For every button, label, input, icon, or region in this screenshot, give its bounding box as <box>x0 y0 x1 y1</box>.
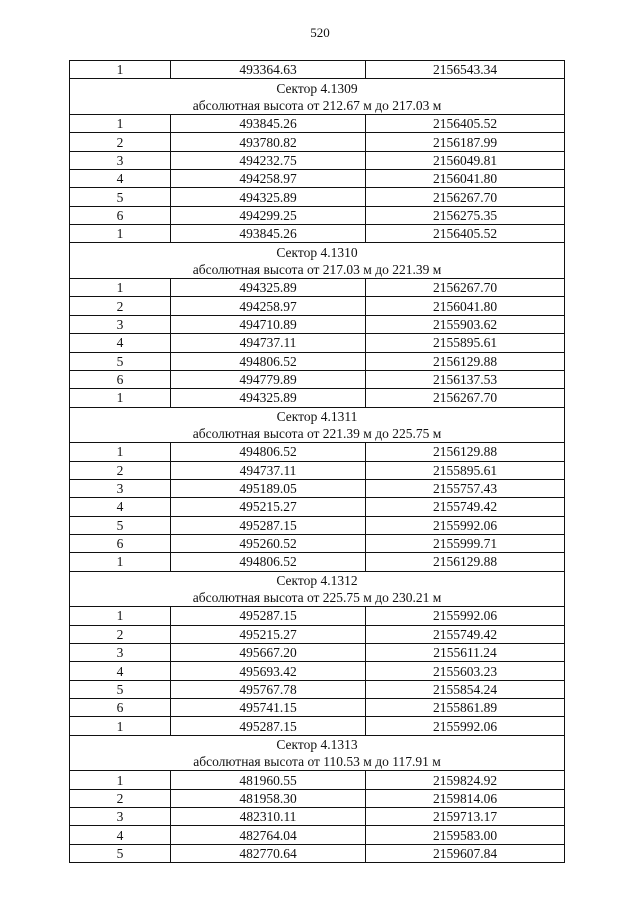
table-row <box>70 498 565 516</box>
x-coordinate-cell: 494325.89 <box>171 188 366 206</box>
table-row <box>70 279 565 297</box>
point-number-cell: 2 <box>70 625 171 643</box>
table-row <box>70 607 565 625</box>
sector-altitude-range: абсолютная высота от 217.03 м до 221.39 м <box>70 261 565 279</box>
x-coordinate-cell: 495667.20 <box>171 644 366 662</box>
point-number-cell: 3 <box>70 151 171 169</box>
y-coordinate-cell: 2155749.42 <box>366 625 565 643</box>
sector-altitude-range: абсолютная высота от 225.75 м до 230.21 м <box>70 589 565 607</box>
sector-altitude-range: абсолютная высота от 221.39 м до 225.75 м <box>70 425 565 443</box>
y-coordinate-cell: 2155992.06 <box>366 717 565 735</box>
point-number-cell: 6 <box>70 206 171 224</box>
point-number-cell: 1 <box>70 115 171 133</box>
y-coordinate-cell: 2156405.52 <box>366 225 565 243</box>
x-coordinate-cell: 494806.52 <box>171 553 366 571</box>
table-row <box>70 151 565 169</box>
table-row <box>70 826 565 844</box>
y-coordinate-cell: 2156267.70 <box>366 188 565 206</box>
point-number-cell: 4 <box>70 826 171 844</box>
y-coordinate-cell: 2155903.62 <box>366 315 565 333</box>
y-coordinate-cell: 2156129.88 <box>366 443 565 461</box>
x-coordinate-cell: 494325.89 <box>171 389 366 407</box>
sector-title: Сектор 4.1311 <box>70 407 565 425</box>
y-coordinate-cell: 2156275.35 <box>366 206 565 224</box>
y-coordinate-cell: 2155749.42 <box>366 498 565 516</box>
table-row <box>70 789 565 807</box>
y-coordinate-cell: 2156543.34 <box>366 61 565 79</box>
point-number-cell: 2 <box>70 133 171 151</box>
point-number-cell: 5 <box>70 188 171 206</box>
y-coordinate-cell: 2156187.99 <box>366 133 565 151</box>
table-row <box>70 61 565 79</box>
table-row <box>70 662 565 680</box>
sector-title: Сектор 4.1313 <box>70 735 565 753</box>
point-number-cell: 1 <box>70 225 171 243</box>
point-number-cell: 5 <box>70 680 171 698</box>
x-coordinate-cell: 494737.11 <box>171 461 366 479</box>
y-coordinate-cell: 2159713.17 <box>366 808 565 826</box>
table-row <box>70 297 565 315</box>
y-coordinate-cell: 2155757.43 <box>366 479 565 497</box>
point-number-cell: 4 <box>70 170 171 188</box>
point-number-cell: 4 <box>70 498 171 516</box>
y-coordinate-cell: 2159814.06 <box>366 789 565 807</box>
y-coordinate-cell: 2159583.00 <box>366 826 565 844</box>
sector-title: Сектор 4.1309 <box>70 79 565 97</box>
sector-altitude-row <box>70 261 565 279</box>
x-coordinate-cell: 482770.64 <box>171 844 366 862</box>
sector-altitude-row <box>70 589 565 607</box>
x-coordinate-cell: 493780.82 <box>171 133 366 151</box>
page-number: 520 <box>310 25 330 40</box>
x-coordinate-cell: 493845.26 <box>171 225 366 243</box>
y-coordinate-cell: 2156041.80 <box>366 170 565 188</box>
x-coordinate-cell: 495741.15 <box>171 699 366 717</box>
sector-altitude-row <box>70 425 565 443</box>
point-number-cell: 1 <box>70 717 171 735</box>
sector-title-row <box>70 735 565 753</box>
x-coordinate-cell: 494258.97 <box>171 297 366 315</box>
sector-title-row <box>70 571 565 589</box>
x-coordinate-cell: 481960.55 <box>171 771 366 789</box>
point-number-cell: 6 <box>70 370 171 388</box>
y-coordinate-cell: 2155992.06 <box>366 607 565 625</box>
x-coordinate-cell: 494806.52 <box>171 443 366 461</box>
sector-altitude-range: абсолютная высота от 110.53 м до 117.91 м <box>70 753 565 771</box>
table-row <box>70 334 565 352</box>
x-coordinate-cell: 495215.27 <box>171 625 366 643</box>
x-coordinate-cell: 494710.89 <box>171 315 366 333</box>
point-number-cell: 5 <box>70 352 171 370</box>
x-coordinate-cell: 495260.52 <box>171 534 366 552</box>
table-row <box>70 443 565 461</box>
coordinate-table <box>69 60 565 863</box>
point-number-cell: 3 <box>70 808 171 826</box>
y-coordinate-cell: 2156129.88 <box>366 553 565 571</box>
point-number-cell: 4 <box>70 334 171 352</box>
y-coordinate-cell: 2155854.24 <box>366 680 565 698</box>
x-coordinate-cell: 494299.25 <box>171 206 366 224</box>
sector-title: Сектор 4.1310 <box>70 243 565 261</box>
x-coordinate-cell: 495215.27 <box>171 498 366 516</box>
point-number-cell: 4 <box>70 662 171 680</box>
table-row <box>70 516 565 534</box>
y-coordinate-cell: 2155999.71 <box>366 534 565 552</box>
x-coordinate-cell: 495767.78 <box>171 680 366 698</box>
table-row <box>70 225 565 243</box>
y-coordinate-cell: 2155603.23 <box>366 662 565 680</box>
y-coordinate-cell: 2155895.61 <box>366 334 565 352</box>
table-row <box>70 389 565 407</box>
table-row <box>70 133 565 151</box>
y-coordinate-cell: 2159607.84 <box>366 844 565 862</box>
y-coordinate-cell: 2156267.70 <box>366 389 565 407</box>
table-row <box>70 553 565 571</box>
point-number-cell: 5 <box>70 516 171 534</box>
table-row <box>70 188 565 206</box>
table-row <box>70 808 565 826</box>
sector-title-row <box>70 407 565 425</box>
x-coordinate-cell: 495287.15 <box>171 717 366 735</box>
y-coordinate-cell: 2156041.80 <box>366 297 565 315</box>
table-row <box>70 717 565 735</box>
y-coordinate-cell: 2156137.53 <box>366 370 565 388</box>
point-number-cell: 6 <box>70 534 171 552</box>
x-coordinate-cell: 494806.52 <box>171 352 366 370</box>
x-coordinate-cell: 495189.05 <box>171 479 366 497</box>
point-number-cell: 1 <box>70 279 171 297</box>
table-row <box>70 699 565 717</box>
table-row <box>70 644 565 662</box>
y-coordinate-cell: 2159824.92 <box>366 771 565 789</box>
sector-altitude-range: абсолютная высота от 212.67 м до 217.03 м <box>70 97 565 115</box>
x-coordinate-cell: 495287.15 <box>171 516 366 534</box>
point-number-cell: 2 <box>70 297 171 315</box>
point-number-cell: 1 <box>70 389 171 407</box>
x-coordinate-cell: 495693.42 <box>171 662 366 680</box>
table-row <box>70 680 565 698</box>
sector-altitude-row <box>70 753 565 771</box>
x-coordinate-cell: 494325.89 <box>171 279 366 297</box>
sector-title-row <box>70 243 565 261</box>
table-row <box>70 625 565 643</box>
x-coordinate-cell: 494737.11 <box>171 334 366 352</box>
point-number-cell: 1 <box>70 771 171 789</box>
point-number-cell: 3 <box>70 315 171 333</box>
sector-altitude-row <box>70 97 565 115</box>
table-row <box>70 370 565 388</box>
coordinate-table-body <box>70 61 565 863</box>
y-coordinate-cell: 2155861.89 <box>366 699 565 717</box>
x-coordinate-cell: 494232.75 <box>171 151 366 169</box>
table-row <box>70 479 565 497</box>
y-coordinate-cell: 2156405.52 <box>366 115 565 133</box>
table-row <box>70 534 565 552</box>
point-number-cell: 1 <box>70 607 171 625</box>
table-row <box>70 461 565 479</box>
point-number-cell: 1 <box>70 61 171 79</box>
point-number-cell: 3 <box>70 644 171 662</box>
point-number-cell: 6 <box>70 699 171 717</box>
x-coordinate-cell: 482310.11 <box>171 808 366 826</box>
table-row <box>70 206 565 224</box>
y-coordinate-cell: 2156049.81 <box>366 151 565 169</box>
point-number-cell: 2 <box>70 461 171 479</box>
y-coordinate-cell: 2155992.06 <box>366 516 565 534</box>
x-coordinate-cell: 482764.04 <box>171 826 366 844</box>
x-coordinate-cell: 494779.89 <box>171 370 366 388</box>
table-row <box>70 315 565 333</box>
sector-title-row <box>70 79 565 97</box>
x-coordinate-cell: 495287.15 <box>171 607 366 625</box>
table-row <box>70 352 565 370</box>
x-coordinate-cell: 493845.26 <box>171 115 366 133</box>
table-row <box>70 170 565 188</box>
x-coordinate-cell: 493364.63 <box>171 61 366 79</box>
table-row <box>70 844 565 862</box>
point-number-cell: 2 <box>70 789 171 807</box>
sector-title: Сектор 4.1312 <box>70 571 565 589</box>
table-row <box>70 115 565 133</box>
y-coordinate-cell: 2156129.88 <box>366 352 565 370</box>
point-number-cell: 1 <box>70 443 171 461</box>
table-row <box>70 771 565 789</box>
point-number-cell: 5 <box>70 844 171 862</box>
x-coordinate-cell: 481958.30 <box>171 789 366 807</box>
point-number-cell: 3 <box>70 479 171 497</box>
y-coordinate-cell: 2155895.61 <box>366 461 565 479</box>
y-coordinate-cell: 2156267.70 <box>366 279 565 297</box>
point-number-cell: 1 <box>70 553 171 571</box>
y-coordinate-cell: 2155611.24 <box>366 644 565 662</box>
x-coordinate-cell: 494258.97 <box>171 170 366 188</box>
